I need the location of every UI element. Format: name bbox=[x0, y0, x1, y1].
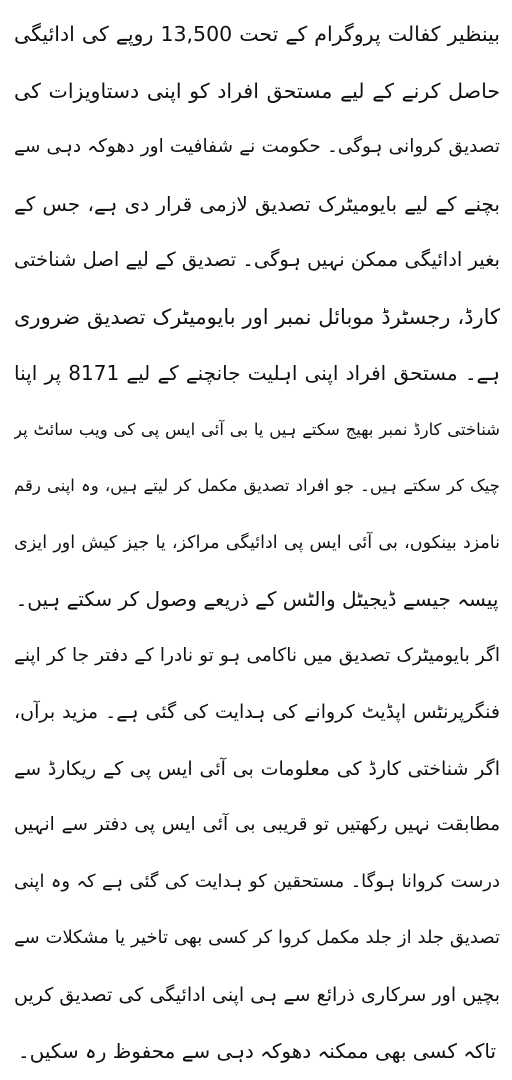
text-line-1: بینظیر کفالت پروگرام کے تحت 13,500 روپے کی ادائیگی bbox=[14, 22, 500, 46]
text-line-5: بغیر ادائیگی ممکن نہیں ہوگی۔ تصدیق کے لیے اصل شناختی bbox=[14, 248, 500, 271]
text-line-4: بچنے کے لیے بایومیٹرک تصدیق لازمی قرار دی ہے، جس کے bbox=[14, 191, 500, 216]
text-line-3: تصدیق کروانی ہوگی۔ حکومت نے شفافیت اور دھوکہ دہی سے bbox=[14, 136, 500, 157]
text-line-6: کارڈ، رجسٹرڈ موبائل نمبر اور بایومیٹرک تصدیق ضروری bbox=[14, 304, 500, 329]
text-line-16: درست کروانا ہوگا۔ مستحقین کو ہدایت کی گئی ہے کہ وہ اپنی bbox=[14, 870, 500, 892]
text-line-2: حاصل کرنے کے لیے مستحق افراد کو اپنی دستاویزات کی bbox=[14, 78, 500, 103]
text-line-14: اگر شناختی کارڈ کی معلومات بی آئی ایس پی کے ریکارڈ سے bbox=[14, 757, 500, 780]
text-line-19: تاکہ کسی بھی ممکنہ دھوکہ دہی سے محفوظ رہ سکیں۔ bbox=[17, 1039, 497, 1063]
text-line-18: بچیں اور سرکاری ذرائع سے ہی اپنی ادائیگی کی تصدیق کریں bbox=[14, 983, 500, 1006]
article-body bbox=[14, 6, 500, 1080]
text-line-13: فنگرپرنٹس اپڈیٹ کروانے کی ہدایت کی گئی ہے۔ مزید برآں، bbox=[14, 701, 500, 723]
text-line-17: تصدیق جلد از جلد مکمل کروا کر کسی بھی تاخیر یا مشکلات سے bbox=[14, 927, 500, 948]
text-line-11: پیسہ جیسے ڈیجیٹل والٹس کے ذریعے وصول کر سکتے ہیں۔ bbox=[15, 587, 499, 611]
text-line-15: مطابقت نہیں رکھتیں تو قریبی بی آئی ایس پی دفتر سے انہیں bbox=[14, 814, 500, 835]
text-line-9: چیک کر سکتے ہیں۔ جو افراد تصدیق مکمل کر لیتے ہیں، وہ اپنی رقم bbox=[14, 476, 500, 495]
text-line-12: اگر بایومیٹرک تصدیق میں ناکامی ہو تو نادرا کے دفتر جا کر اپنے bbox=[14, 644, 500, 666]
text-line-10: نامزد بینکوں، بی آئی ایس پی ادائیگی مراکز، یا جیز کیش اور ایزی bbox=[14, 532, 500, 553]
text-line-8: شناختی کارڈ نمبر بھیج سکتے ہیں یا بی آئی ایس پی کی ویب سائٹ پر bbox=[14, 419, 500, 439]
text-line-7: ہے۔ مستحق افراد اپنی اہلیت جانچنے کے لیے 8171 پر اپنا bbox=[14, 361, 500, 385]
